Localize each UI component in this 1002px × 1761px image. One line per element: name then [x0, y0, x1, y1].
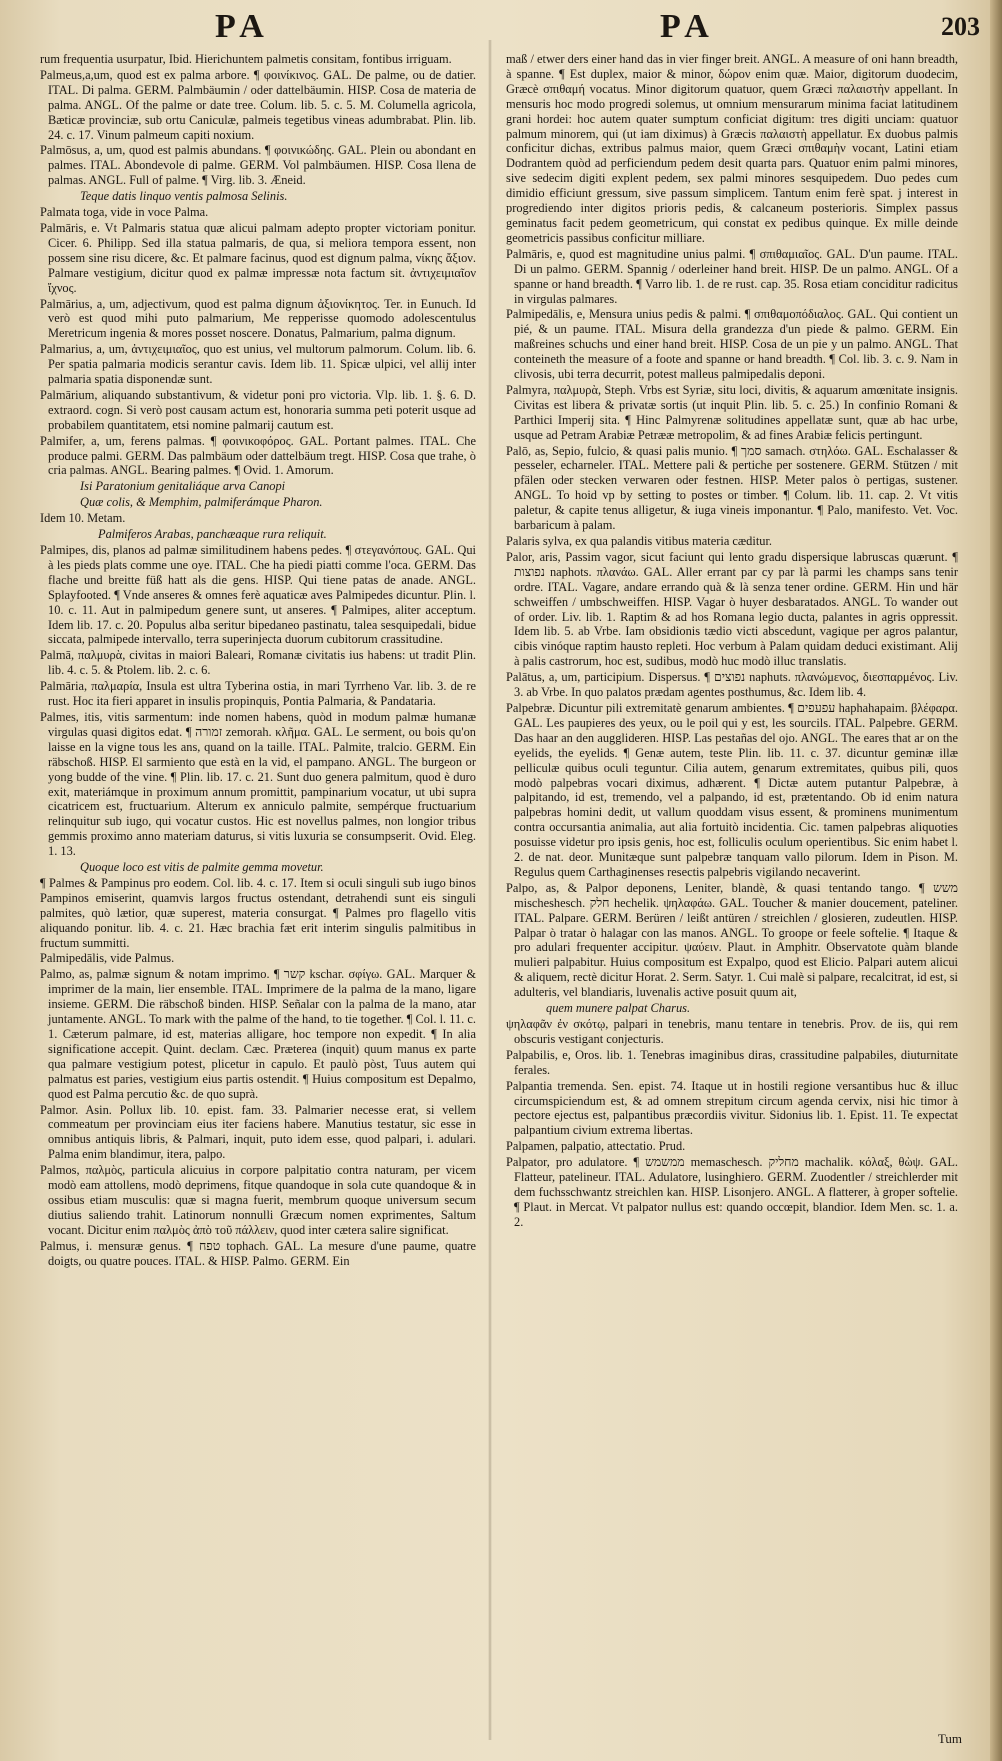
dictionary-entry: Palātus, a, um, participium. Dispersus. ¶ נפוצים naphuts. πλανώμενος, διεσπαρμένος. Liv. 3. ab Vrbe. In quo palatos prædam agentes posthumus, &c. Idem lib. 4. — [506, 670, 958, 700]
dictionary-entry: Palmyra, παλμυρὰ, Steph. Vrbs est Syriæ, situ loci, divitis, & aquarum amœnitate insignis. Civitas est libera & privatæ sortis (ut inquit Plin. lib. 5. c. 25.) In confinio Romani & Parthici Imperij sita. ¶ Hinc Palmyrenæ solitudines appellatæ sunt, quæ ab hac urbe, usque ad Petram Arabiæ Petrææ metropolim, & ad fines Arabiæ felicis pertingunt. — [506, 382, 958, 442]
dictionary-entry: Palpantia tremenda. Sen. epist. 74. Itaque ut in hostili regione versantibus huc & illuc circumspiciendum est, & ad omnem strepitum circum agenda cervix, nisi hic timor à pectore ejectus est, palpantibus præcordiis vivitur. Sidonius lib. 1. Epist. 11. Te expectat palpantium civium extrema libertas. — [506, 1078, 958, 1138]
dictionary-entry: Palmārium, aliquando substantivum, & videtur poni pro victoria. Vlp. lib. 1. §. 6. D. extraord. cogn. Si verò post causam actum est, honoraria summa peti poterit usque ad probabilem quantitatem, etsi nomine palmarij cautum est. — [40, 387, 476, 432]
dictionary-entry: Palmarius, a, um, ἀντιχειμιαῖος, quo est unius, vel multorum palmorum. Colum. lib. 6. Per spatia palmaria modicis serantur cavis. Idem lib. 11. Spicæ ulpici, vel allij inter palmaria spatia disponendæ sunt. — [40, 342, 476, 387]
running-head-left: PA — [215, 8, 270, 45]
dictionary-entry: Palmōsus, a, um, quod est palmis abundans. ¶ φοινικώδης. GAL. Plein ou abondant en palmes. ITAL. Abondevole di palme. GERM. Vol palmbäumen. HISP. Cosa llena de palmas. ANGL. Full of palme. ¶ Virg. lib. 3. Æneid. — [40, 143, 476, 188]
dictionary-entry: Palmāria, παλμαρία, Insula est ultra Tyberina ostia, in mari Tyrrheno Var. lib. 3. de re rust. Hoc ita fieri apparet in insulis propinquis, Pontia Palmaria, & Pandataria. — [40, 679, 476, 709]
dictionary-entry: Palmos, παλμὸς, particula alicuius in corpore palpitatio contra naturam, per vicem modò eam attollens, modò deprimens, fitque quandoque in sola cute quandoque & in ossibus etiam musculis: quæ si magna fuerit, membrum quoque universum secum diutius saliendo trahit. Latinorum nonnulli Græcum nomen exprimentes, Saltum vocant. Dicitur enim παλμὸς ἀπὸ τοῦ πάλλειν, quod inter cætera salire significat. — [40, 1163, 476, 1237]
verse-quote: Palmiferos Arabas, panchæaque rura reliquit. — [98, 527, 327, 542]
dictionary-entry: Palmo, as, palmæ signum & notam imprimo. ¶ קשר kschar. σφίγω. GAL. Marquer & imprimer de la main, lier ensemble. ITAL. Imprimere de la palma de la mano, ligare insieme. GERM. Die räbschoß binden. HISP. Señalar con la palma de la mano, atar juntamente. ANGL. To mark with the palme of the hand, to tie together. ¶ Col. l. 11. c. 1. Cæterum palmare, id est, materias alligare, hoc tempore non expedit. ¶ In alia significatione accepit. Quint. declam. Cæc. Præterea (inquit) quum manus ex parte qua palmare vestigium potest, plicetur in capulo. Et paulò pòst, Tuus autem qui palmatus est paries, vestigium eius partis ostendit. ¶ Huius compositum est Depalmo, quod est Palma percutio &c. de quo suprà. — [40, 967, 476, 1101]
left-column — [40, 52, 476, 1742]
verse-quote: Isi Paratonium genitaliáque arva Canopi — [80, 479, 286, 494]
dictionary-entry: Palmārius, a, um, adjectivum, quod est palma dignum ἀξιονίκητος. Ter. in Eunuch. Id verò est quod mihi puto palmarium, Me repperisse quomodo adolescentulus Meretricum ingenia & mores posset noscere. Donatus, Palmarium, palma dignum. — [40, 296, 476, 341]
dictionary-entry: Palmipedālis, vide Palmus. — [40, 951, 175, 966]
citation-line: Idem 10. Metam. — [40, 511, 126, 526]
dictionary-entry: Palmus, i. mensuræ genus. ¶ טפח tophach. GAL. La mesure d'une paume, quatre doigts, ou quatre pouces. ITAL. & HISP. Palmo. GERM. Ein — [40, 1238, 476, 1268]
catchword: Tum — [937, 1731, 962, 1746]
dictionary-entry: Palmipes, dis, planos ad palmæ similitudinem habens pedes. ¶ στεγανόπους. GAL. Qui à les pieds plats comme une oye. ITAL. Che ha piedi piatti comme l'oca. GERM. Das flache und breitte füß hatt als die gens. HISP. Qui tiene patas de anade. ANGL. Splayfooted. ¶ Vnde anseres & omnes ferè aquaticæ aves Palmipedes dicuntur. Plin. l. 10. c. 11. Aut in palmipedum genere sunt, ut anseres. ¶ Palmipes, aliter acceptum. Idem lib. 17. c. 20. Populus alba seritur bipedaneo pastinatu, talea sesquipedali, bidue siccata, palmipede intervallo, terra superinjecta duorum cubitorum crassitudine. — [40, 543, 476, 647]
page-number: 203 — [941, 12, 980, 41]
dictionary-entry: Palpator, pro adulatore. ¶ ממשמש memaschesch. מחליק machalik. κόλαξ, θὼψ. GAL. Flatteur, patelineur. ITAL. Adulatore, lusinghiero. GERM. Zuodentler / streichlerder mit dem fuchsschwantz streichlen kan. HISP. Lisonjero. ANGL. A flatterer, à groper softelie. ¶ Plaut. in Mercat. Vt palpator nullus est: quando occœpit, blandior. Idem Men. sc. 1. a. 2. — [506, 1155, 958, 1229]
dictionary-entry: Palpebræ. Dicuntur pili extremitatè genarum ambientes. ¶ עפעפים haphahapaim. βλέφαρα. GAL. Les paupieres des yeux, ou le poil qui y est, les sourcils. ITAL. Palpebre. GERM. Das haar an den augglideren. HISP. Las pestañas del ojo. ANGL. The eares that ar on the eyelids, the eyelids. ¶ Genæ autem, teste Plin. lib. 11. c. 37. dicuntur geminæ illæ pelliculæ quibus oculi teguntur. Cilia autem, genarum extremitates, quibus pili, quos modò palpebras vocari diximus, adhærent. ¶ Dictæ autem putantur Palpebræ, à palpitando, id est, tremendo, vel a palpando, id est, prætentando. Ob id enim natura palpebras homini dedit, ut vallum quoddam visus essent, & prominens munimentum contra occursantia animalia, aut alia fortuitò incidentia. Cic. tamen palpebras aliquoties posuisse videtur pro ipsis genis, hoc est, folliculis oculum operientibus. Sic enim habet l. 2. de nat. deor. Munitæque sunt palpebræ tanquam vallo pilorum. Idem in Pison. M. Regulus quem Carthaginenses resectis palpebris vigilando necaverint. — [506, 700, 958, 879]
dictionary-entry: ¶ Palmes & Pampinus pro eodem. Col. lib. 4. c. 17. Item si oculi singuli sub iugo binos Pampinos emiserint, quamvis largos fructus ostendant, detrahendi sunt eis singuli palmites, quò lætior, quæ superest, materia consurgat. ¶ Palmes pro flagello vitis aliquando ponitur. lib. 4. c. 21. Hæc brachia fæt erit interim singulis palmitibus in fructum summitti. — [40, 875, 476, 950]
dictionary-entry: Palmāris, e. Vt Palmaris statua quæ alicui palmam adepto propter victoriam ponitur. Cicer. 6. Philipp. Sed illa statua palmaris, de qua, si meliora tempora essent, non possem sine risu dicere, &c. Et palmare facinus, quod est dignum palma, νίκης ἄξιον. Palmare vestigium, dicitur quod ex palmæ impressæ nota factum sit. ἀντιχειμιαῖον ἴχνος. — [40, 220, 476, 295]
verse-quote: Quæ colis, & Memphim, palmiferámque Pharon. — [80, 495, 323, 510]
verse-quote: quem munere palpat Charus. — [546, 1001, 691, 1016]
dictionary-entry: maß / etwer ders einer hand das in vier finger breit. ANGL. A measure of oni hann breadth, à spanne. ¶ Est duplex, maior & minor, δώρον enim quæ. Maior, digitorum duodecim, Græcè σπιθαμή vocatus. Minor digitorum quatuor, quem Græci παλαιστὴν appellant. In mensuris hoc modo progredi solemus, ut omnium mensurarum minima faciat latitudinem grani hordei: hoc autem quater sumptum conficiat digitum: tres digiti unciam: quatuor palmum minorem, qui (ut iam diximus) à Græcis παλαιστὴ appellatur. Ex duobus palmis conficitur dichas, extribus palmus maior, quem Græci σπιθαμὴν vocant, Latini etiam Dodrantem quòd ad perficiendum pedem desit quarta pars. Quatuor enim palmi minores, sive sedecim digiti explent pedem, sex palmi minores sesquipedem. Duo pedes cum dimidio efficiunt gressum, sive passum simplicem. Tantum enim ferè spat. j interest in progrediendo inter digitos prioris pedis, & calcaneum posterioris. Simplex passus geminatus facit pedem geometricum, qui constat ex pedibus quinque. Ex mille deinde geometricis passibus conficitur milliare. — [506, 52, 958, 245]
dictionary-entry: Palmor. Asin. Pollux lib. 10. epist. fam. 33. Palmarier necesse erat, si vellem commeatum per provinciam eius iter faciens habere. Manutius testatur, sic esse in omnibus antiquis libris, & Palmari, inquit, puto idem esse, quod palpari, i. adulari. Palma enim blandimur, itera, palpo. — [40, 1102, 476, 1162]
dictionary-entry: Palpabilis, e, Oros. lib. 1. Tenebras imaginibus diras, crassitudine palpabiles, diuturnitate ferales. — [506, 1047, 958, 1077]
dictionary-entry: Palmipedālis, e, Mensura unius pedis & palmi. ¶ σπιθαμοπόδιαλος. GAL. Qui contient un pié, & un paume. ITAL. Misura della grandezza d'un piede & palmo. GERM. Ein maßreines schuchs und einer hand breit. HISP. Cosa de un pie y un palmo. ANGL. That conteineth the measure of a foote and spanne or hand breadth. ¶ Col. lib. 3. c. 9. Nam in clivosis, ubi terra decurrit, potest malleus palmipedalis deponi. — [506, 307, 958, 382]
dictionary-entry: Palmeus,a,um, quod est ex palma arbore. ¶ φοινίκινος. GAL. De palme, ou de datier. ITAL. Di palma. GERM. Palmbäumin / oder dattelbäumin. HISP. Cosa de materia de palma. ANGL. Of the palme or date tree. Colum. lib. 5. c. 5. M. Columella agricola, Bæticæ provinciæ, sub ortu Caniculæ, palmeis tegetibus vineas adumbrabat. Plin. lib. 24. c. 17. Vinum palmeum capiti noxium. — [40, 67, 476, 142]
page-edge — [990, 0, 1002, 1761]
running-head-right: PA — [660, 8, 715, 45]
dictionary-entry: Palmifer, a, um, ferens palmas. ¶ φοινικοφόρος. GAL. Portant palmes. ITAL. Che produce palmi. GERM. Das palmbäum oder dattelbäum tregt. HISP. Cosa que trahe, ò cria palmas. ANGL. Bearing palmes. ¶ Ovid. 1. Amorum. — [40, 433, 476, 478]
dictionary-entry: Palō, as, Sepio, fulcio, & quasi palis munio. ¶ סמך samach. στηλόω. GAL. Eschalasser & pesseler, echarneler. ITAL. Mettere pali & pertiche per sostenere. GERM. Stützen / mit pfälen oder stecken verwaren oder festnen. HISP. Meter palos ò pertigas, sustener. ANGL. To hoid vp by setting to postes or timber. ¶ Colum. lib. 11. cap. 2. Vt vitis paletur, & capite tenus alligetur, & iuga vineis imponantur. ¶ Palo, manifesto. Vet. Voc. barbaricum à palam. — [506, 443, 958, 533]
dictionary-entry: Palmata toga, vide in voce Palma. — [40, 205, 209, 220]
column-gutter — [488, 40, 492, 1740]
dictionary-entry: Palmā, παλμυρὰ, civitas in maiori Baleari, Romanæ civitatis ius habens: ut tradit Plin. lib. 4. c. 5. & Ptolem. lib. 2. c. 6. — [40, 648, 476, 678]
dictionary-entry: ψηλαφᾶν ἐν σκότῳ, palpari in tenebris, manu tentare in tenebris. Prov. de iis, qui rem obscuris vestigant conjecturis. — [506, 1017, 958, 1046]
dictionary-entry: Palor, aris, Passim vagor, sicut faciunt qui lento gradu dispersique labruscas quærunt. ¶ נפוצות naphots. πλανάω. GAL. Aller errant par cy par là parmi les champs sans tenir ordre. ITAL. Vagare, andare errando quà & là senza tener ordine. GERM. Hin und här schweiffen / umbschweiffen. HISP. Vagar ò huyer desbaratados. ANGL. To wander out of order. Liv. lib. 1. Raptim & ad hos Romana legio ducta, palantes in agris oppressit. Idem lib. 5. ab Vrbe. Iam obsidionis tædio victi abscedunt, vagique per agros palantur, cibis vinóque raptim hausto repleti. Hoc verbum à Palam quidam deduci existimant. Alij à palis castrorum, hoc est, sudibus, modò huc modò illuc translatis. — [506, 549, 958, 669]
verse-quote: Teque datis linquo ventis palmosa Selinis. — [80, 189, 288, 204]
verse-quote: Quoque loco est vitis de palmite gemma movetur. — [80, 860, 324, 875]
dictionary-entry: rum frequentia usurpatur, Ibid. Hierichuntem palmetis consitam, fontibus irriguam. — [40, 52, 452, 66]
dictionary-entry: Palmāris, e, quod est magnitudine unius palmi. ¶ σπιθαμιαῖος. GAL. D'un paume. ITAL. Di un palmo. GERM. Spannig / oderleiner hand breit. HISP. De un palmo. ANGL. Of a spanne or hand breadth. ¶ Varro lib. 1. de re rust. cap. 35. Rosa etiam conciditur radicitus in virgulas palmares. — [506, 246, 958, 306]
dictionary-entry: Palmes, itis, vitis sarmentum: inde nomen habens, quòd in modum palmæ humanæ virgulas quasi digitos edat. ¶ זמורה zemorah. κλῆμα. GAL. Le serment, ou bois qu'on laisse en la vigne tous les ans, quand on la taille. ITAL. Palmite, tralcio. GERM. Ein räbschoß. HISP. El sarmiento que està en la vid, el pampano. ANGL. The burgeon or yong budde of the vine. ¶ Plin. lib. 17. c. 21. Sunt duo genera palmitum, quod è duro exit, materiámque in proximum annum promittit, pampinarium vocatur, ut ubi supra cicatricem est, fructuarium. Alterum ex anniculo palmite, sempérque fructuarium relinquitur sub iugo, qui vocatur custos. Hic est novellus palmes, non longior tribus gemmis proximo anno materiam daturus, si vitis luxuria se consumpserit. Ovid. Eleg. 1. 13. — [40, 709, 476, 859]
right-column — [506, 52, 958, 1742]
dictionary-entry: Palpamen, palpatio, attectatio. Prud. — [506, 1139, 686, 1154]
dictionary-entry: Palaris sylva, ex qua palandis vitibus materia cæditur. — [506, 534, 772, 548]
dictionary-entry: Palpo, as, & Palpor deponens, Leniter, blandè, & quasi tentando tango. ¶ משש mischeshesch. חלק hechelik. ψηλαφάω. GAL. Toucher & manier doucement, pateliner. ITAL. Palpare. GERM. Berüren / leißt antüren / streichlen / glosieren, zudeutlen. HISP. Palpar ò tratar ò halagar con las manos. ANGL. To groope or feele softelie. ¶ Itaque & pro adulari frequenter accipitur. ψαύειν. Plaut. in Amphitr. Observatote quàm blande mulieri palpabitur. Huius compositum est Expalpo, quod est Elicio. Palpari autem alicui & aliquem, rectè dicitur Horat. 2. Serm. Satyr. 1. Cui malè si palpare, recalcitrat, id est, si adulteris, vel blandiaris, luvenalis active posuit quum ait, — [506, 880, 958, 1000]
